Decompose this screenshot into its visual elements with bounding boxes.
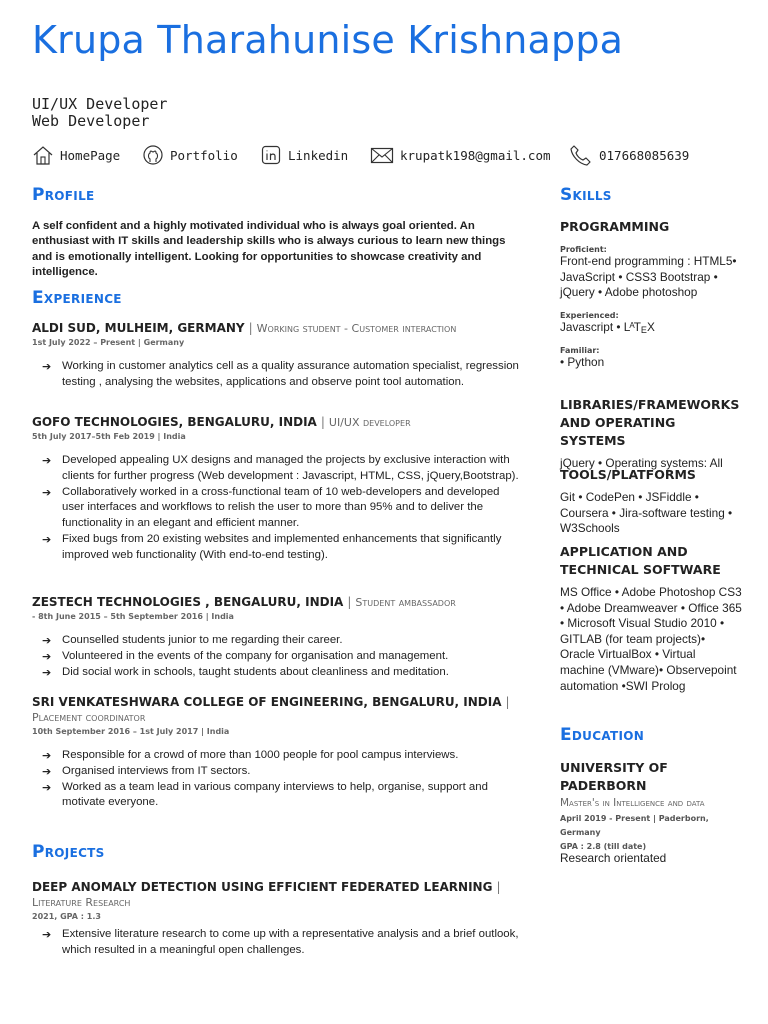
list-item: ➔ Did social work in schools, taught students about cleanliness and meditation. xyxy=(42,665,449,679)
job-bullets xyxy=(42,453,524,564)
list-item: ➔ Extensive literature research to come up with a representative analysis and a brief outlook, which resulted in a meaningful open challenges. xyxy=(42,928,519,956)
skill-list: Javascript • $L^ATEX$ xyxy=(560,319,655,335)
list-item: ➔ Collaboratively worked in a cross-functional team of 10 web-developers and developed user interfaces and workflows to relish the user to more than 95% and to deliver the functionality in an elegant and efficient manner. xyxy=(42,485,500,530)
skills-tools xyxy=(560,466,742,537)
skill-group-heading: APPLICATION AND TECHNICAL SOFTWARE xyxy=(560,544,721,577)
candidate-name: Krupa Tharahunise Krishnappa xyxy=(32,18,624,62)
job-date: 1st July 2022 – Present | Germany xyxy=(32,338,185,347)
skill-level-label: Familiar: xyxy=(560,346,600,356)
degree: Master's in Intelligence and data xyxy=(560,797,705,809)
skills-libraries xyxy=(560,396,742,472)
job-entry xyxy=(32,415,524,564)
job-title: UI/UX Developer xyxy=(32,95,168,113)
job-entry xyxy=(32,595,524,680)
skill-level-label: Proficient: xyxy=(560,245,607,254)
phone-icon xyxy=(569,144,593,166)
latex-logo: $L^ATEX$ xyxy=(623,319,655,335)
list-item: ➔ Responsible for a crowd of more than 1000 people for pool campus interviews. xyxy=(42,749,459,762)
project-role: Literature Research xyxy=(32,896,131,909)
skill-list: • Python xyxy=(560,355,605,370)
skill-list: Git • CodePen • JSFiddle • Coursera • Jira-software testing • W3Schools xyxy=(560,490,733,536)
project-date: 2021, GPA : 1.3 xyxy=(32,912,101,921)
list-item: ➔ Worked as a team lead in various company interviews to help, organise, support and motivate everyone. xyxy=(42,780,488,809)
portfolio-link[interactable] xyxy=(142,144,238,166)
linkedin-label: Linkedin xyxy=(288,147,349,163)
skills-programming xyxy=(560,218,742,371)
company-name: GOFO TECHNOLOGIES, BENGALURU, INDIA xyxy=(32,415,317,429)
job-titles xyxy=(32,96,167,130)
skill-list: Front-end programming : HTML5• JavaScript • CSS3 Bootstrap • jQuery • Adobe photoshop xyxy=(560,254,737,300)
envelope-icon xyxy=(370,144,394,166)
email-label: krupatk198@gmail.com xyxy=(400,147,551,163)
profile-summary: A self confident and a highly motivated individual who is always goal oriented. An enthusiast with IT skills and leadership skills who is always curious to learn new things and is emotionally intelligent. Looking for opportunities to showcase creativity and intelligence. xyxy=(32,220,506,278)
skill-group-heading: PROGRAMMING xyxy=(560,219,670,234)
experience-heading: Experience xyxy=(32,288,122,308)
linkedin-link[interactable] xyxy=(260,144,348,166)
project-bullets xyxy=(42,927,524,959)
phone-link[interactable] xyxy=(569,144,689,166)
company-name: ALDI SUD, MULHEIM, GERMANY xyxy=(32,321,245,335)
github-icon xyxy=(142,144,164,166)
project-header: DEEP ANOMALY DETECTION USING EFFICIENT FEDERATED LEARNING | xyxy=(32,880,501,894)
projects-heading: Projects xyxy=(32,842,105,862)
job-bullets xyxy=(42,748,524,811)
school-name: UNIVERSITY OF PADERBORN xyxy=(560,760,668,793)
project-name: DEEP ANOMALY DETECTION USING EFFICIENT FEDERATED LEARNING xyxy=(32,880,493,894)
homepage-label: HomePage xyxy=(60,147,121,163)
skill-level-label: Experienced: xyxy=(560,310,619,320)
phone-label: 017668085639 xyxy=(599,147,690,163)
job-role: UI/UX developer xyxy=(328,416,411,429)
education-entry xyxy=(560,759,742,867)
linkedin-icon xyxy=(260,144,282,166)
job-header: ZESTECH TECHNOLOGIES , BENGALURU, INDIA | Student ambassador xyxy=(32,595,456,609)
education-note: Research orientated xyxy=(560,851,667,865)
home-icon xyxy=(32,144,54,166)
job-role: Student ambassador xyxy=(355,596,456,609)
job-role: Working student - Customer interaction xyxy=(256,322,457,335)
skill-group-heading: LIBRARIES/FRAMEWORKS AND OPERATING SYSTEMS xyxy=(560,397,740,448)
job-bullets xyxy=(42,633,524,680)
job-header: GOFO TECHNOLOGIES, BENGALURU, INDIA | UI/UX developer xyxy=(32,415,411,429)
contact-bar xyxy=(32,144,736,166)
company-name: SRI VENKATESHWARA COLLEGE OF ENGINEERING, BENGALURU, INDIA xyxy=(32,695,502,709)
job-bullets xyxy=(42,359,524,391)
skills-heading: Skills xyxy=(560,185,612,205)
job-entry xyxy=(32,695,524,811)
skill-group-heading: TOOLS/PLATFORMS xyxy=(560,467,696,482)
education-heading: Education xyxy=(560,725,645,745)
email-link[interactable] xyxy=(370,144,551,166)
job-header: SRI VENKATESHWARA COLLEGE OF ENGINEERING, BENGALURU, INDIA | xyxy=(32,695,510,709)
list-item: ➔ Developed appealing UX designs and managed the projects by exclusive interaction with clients for further progress (Web development : Javascript, HTML, CSS, jQuery,Bootstrap). xyxy=(42,454,519,482)
gpa: GPA : 2.8 (till date) xyxy=(560,842,647,851)
profile-heading: Profile xyxy=(32,185,95,205)
skills-software xyxy=(560,543,742,694)
homepage-link[interactable] xyxy=(32,144,120,166)
education-date: April 2019 - Present | Paderborn, Germany xyxy=(560,814,709,837)
list-item: ➔ Volunteered in the events of the company for organisation and management. xyxy=(42,649,449,663)
list-item: ➔ Organised interviews from IT sectors. xyxy=(42,764,251,778)
portfolio-label: Portfolio xyxy=(170,147,238,163)
job-date: 10th September 2016 – 1st July 2017 | India xyxy=(32,727,230,736)
list-item: ➔ Counselled students junior to me regarding their career. xyxy=(42,634,343,647)
skill-list: jQuery • Operating systems: All xyxy=(560,456,723,470)
skill-list: MS Office • Adobe Photoshop CS3 • Adobe Dreamweaver • Office 365 • Microsoft Visual Studio 2010 • GITLAB (for team projects)• Oracle VirtualBox • Virtual machine (VMware)• Observepoint automation •SWI Prolog xyxy=(560,585,742,693)
job-entry xyxy=(32,321,524,391)
job-role: Placement coordinator xyxy=(32,711,146,724)
job-title: Web Developer xyxy=(32,112,150,130)
job-header: ALDI SUD, MULHEIM, GERMANY | Working student - Customer interaction xyxy=(32,321,457,335)
list-item: ➔ Working in customer analytics cell as a quality assurance automation specialist, regression testing , analysing the websites, applications and observe point tool automation. xyxy=(42,360,519,388)
job-date: - 8th June 2015 – 5th September 2016 | India xyxy=(32,612,234,621)
list-item: ➔ Fixed bugs from 20 existing websites and implemented enhancements that significantly improved web functionality (With end-to-end testing). xyxy=(42,532,502,561)
job-date: 5th July 2017–5th Feb 2019 | India xyxy=(32,432,186,441)
project-entry xyxy=(32,880,524,959)
company-name: ZESTECH TECHNOLOGIES , BENGALURU, INDIA xyxy=(32,595,344,609)
